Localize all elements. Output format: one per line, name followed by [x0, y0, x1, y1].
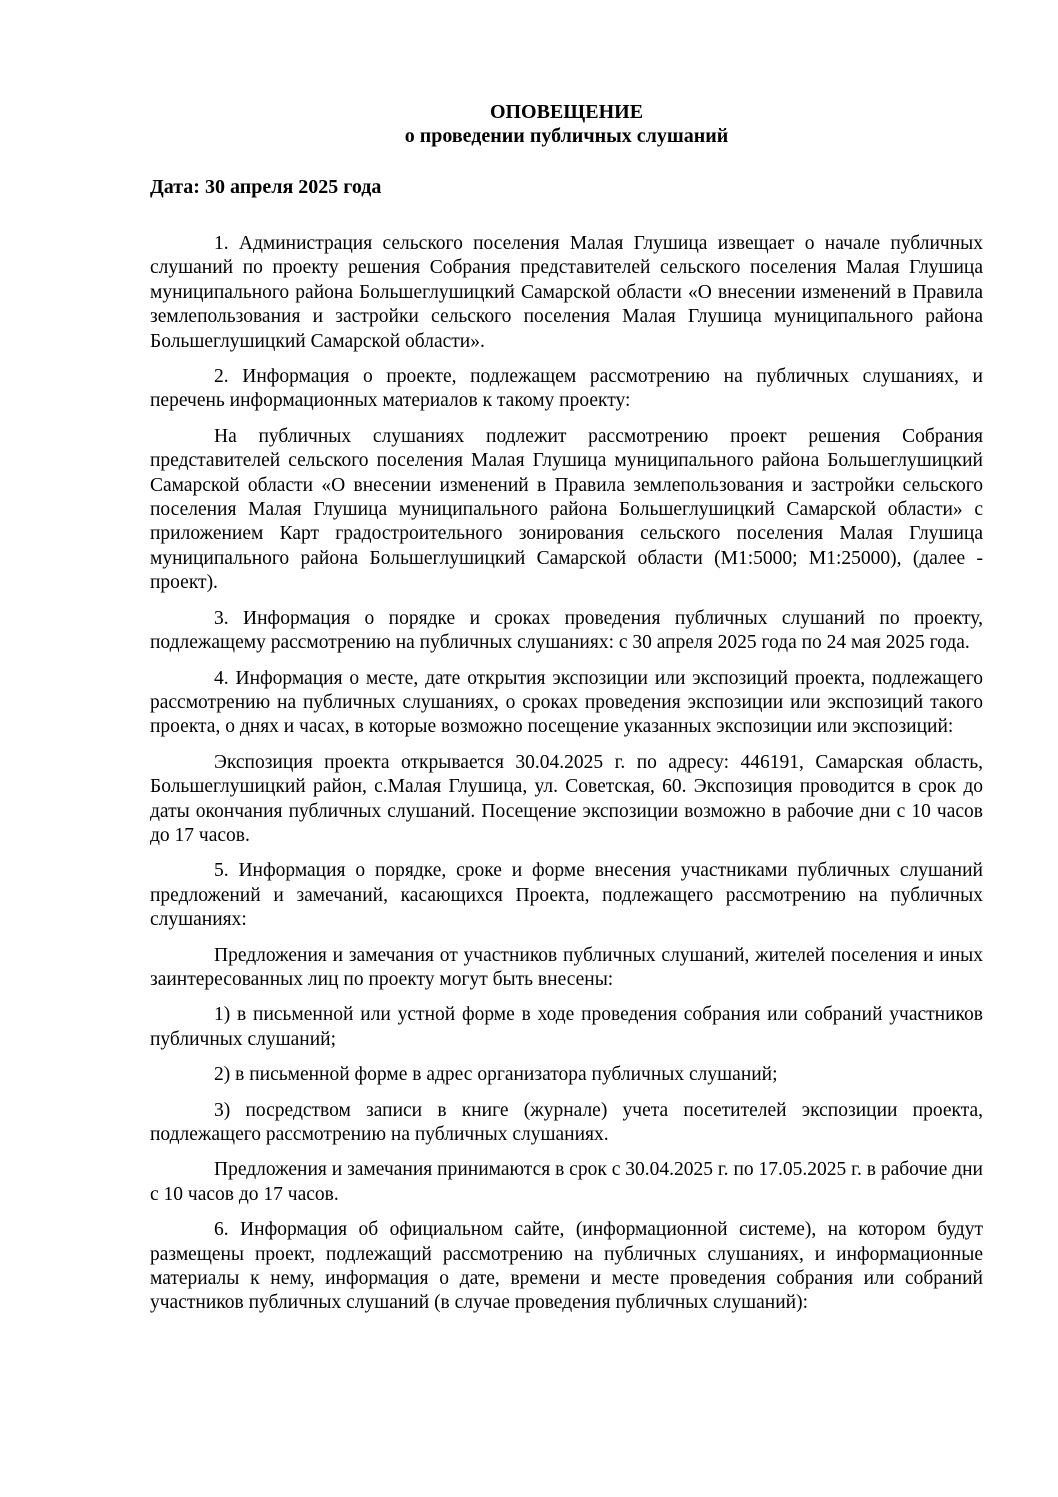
- paragraph-5: 5. Информация о порядке, сроке и форме внесения участниками публичных слушаний предложений и замечаний, касающихся Проекта, подлежащего рассмотрению на публичных слушаниях:: [150, 860, 983, 931]
- document-date: Дата: 30 апреля 2025 года: [150, 176, 382, 198]
- paragraph-6: 6. Информация об официальном сайте, (информационной системе), на котором будут размещены проект, подлежащий рассмотрению на публичных слушаниях, и информационные материалы к нему, информация о дате, времени и месте проведения собрания или собраний участников публичных слушаний (в случае проведения публичных слушаний):: [150, 1219, 983, 1314]
- document-title: ОПОВЕЩЕНИЕ: [489, 101, 644, 123]
- paragraph-2-body: На публичных слушаниях подлежит рассмотрению проект решения Собрания представителей сельского поселения Малая Глушица муниципального района Большеглушицкий Самарской области «О внесении изменений в Правила землепользования и застройки сельского поселения Малая Глушица муниципального района Большеглушицкий Самарской области» с приложением Карт градостроительного зонирования сельского поселения Малая Глушица муниципального района Большеглушицкий Самарской области (М1:5000; М1:25000), (далее - проект).: [150, 425, 983, 594]
- paragraph-4-body: Экспозиция проекта открывается 30.04.2025 г. по адресу: 446191, Самарская область, Большеглушицкий район, с.Малая Глушица, ул. Советская, 60. Экспозиция проводится в срок до даты окончания публичных слушаний. Посещение экспозиции возможно в рабочие дни с 10 часов до 17 часов.: [150, 751, 983, 846]
- paragraph-5-item-1: 1) в письменной или устной форме в ходе проведения собрания или собраний участников публичных слушаний;: [150, 1004, 983, 1050]
- paragraph-4: 4. Информация о месте, дате открытия экспозиции или экспозиций проекта, подлежащего рассмотрению на публичных слушаниях, о сроках проведения экспозиции или экспозиций такого проекта, о днях и часах, в которые возможно посещение указанных экспозиции или экспозиций:: [150, 667, 983, 738]
- paragraph-2: 2. Информация о проекте, подлежащем рассмотрению на публичных слушаниях, и перечень информационных материалов к такому проекту:: [150, 366, 983, 412]
- document-subtitle: о проведении публичных слушаний: [404, 125, 729, 147]
- paragraph-1: 1. Администрация сельского поселения Малая Глушица извещает о начале публичных слушаний по проекту решения Собрания представителей сельского поселения Малая Глушица муниципального района Большеглушицкий Самарской области «О внесении изменений в Правила землепользования и застройки сельского поселения Малая Глушица муниципального района Большеглушицкий Самарской области».: [150, 233, 983, 352]
- paragraph-5-item-3: 3) посредством записи в книге (журнале) учета посетителей экспозиции проекта, подлежащего рассмотрению на публичных слушаниях.: [150, 1099, 983, 1145]
- document-page: [150, 100, 983, 1316]
- paragraph-5-intro: Предложения и замечания от участников публичных слушаний, жителей поселения и иных заинтересованных лиц по проекту могут быть внесены:: [150, 944, 983, 990]
- paragraph-5-deadline: Предложения и замечания принимаются в срок с 30.04.2025 г. по 17.05.2025 г. в рабочие дни с 10 часов до 17 часов.: [150, 1159, 983, 1205]
- paragraph-3: 3. Информация о порядке и сроках проведения публичных слушаний по проекту, подлежащему рассмотрению на публичных слушаниях: с 30 апреля 2025 года по 24 мая 2025 года.: [150, 607, 983, 654]
- paragraph-5-item-2: 2) в письменной форме в адрес организатора публичных слушаний;: [214, 1064, 778, 1086]
